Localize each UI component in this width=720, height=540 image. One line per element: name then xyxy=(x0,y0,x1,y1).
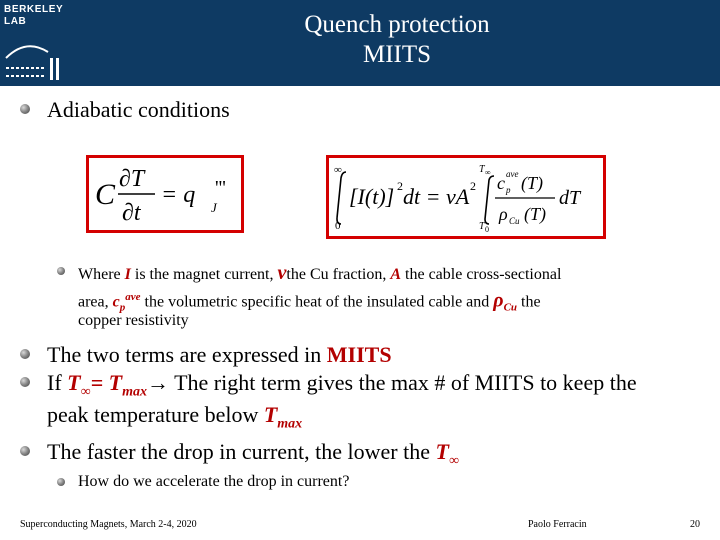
symbol-rho-sub: Cu xyxy=(503,301,518,314)
symbol-I: I xyxy=(124,266,131,283)
bullet-icon xyxy=(20,377,30,387)
title-bar xyxy=(0,0,720,86)
sub-bullet-where-line3: copper resistivity xyxy=(78,312,189,329)
eq-left-primes: ''' xyxy=(215,177,226,199)
eq-right-lower-T: T xyxy=(479,221,485,232)
symbol-nu: ν xyxy=(277,262,287,284)
where-text-d: the cable cross-sectional xyxy=(401,266,562,283)
symbol-rho: ρ xyxy=(493,289,504,312)
bullet-if-tinf xyxy=(47,369,637,405)
bullet-if-continuation xyxy=(47,401,302,437)
berkeley-lab-logo xyxy=(4,4,68,84)
eq-right-den-T: (T) xyxy=(524,204,546,224)
eq-right-current: [I(t)] xyxy=(349,184,395,209)
symbol-T-max: T xyxy=(108,370,123,395)
eq-left-dT: ∂T xyxy=(119,166,145,192)
eq-right-num-c: c xyxy=(497,173,505,193)
symbol-cp-sub: p xyxy=(119,301,126,314)
sub-bullet-question: How do we accelerate the drop in current? xyxy=(78,473,350,490)
eq-right-dt: dt = νA xyxy=(403,184,470,209)
bullet-faster-drop xyxy=(47,438,459,474)
eq-right-upper-T: T xyxy=(479,164,485,175)
if-text-a: If xyxy=(47,370,68,395)
symbol-A: A xyxy=(390,266,402,283)
footer-author: Paolo Ferracin xyxy=(528,519,587,530)
bullet-two-terms xyxy=(47,341,392,368)
where2-text-b: the volumetric specific heat of the insulated cable and xyxy=(140,293,494,311)
sub-bullet-icon xyxy=(57,478,65,486)
terms-text: The two terms are expressed in xyxy=(47,342,327,367)
eq-right-num-T: (T) xyxy=(521,173,543,193)
bullet-icon xyxy=(20,446,30,456)
eq-right-num-p: p xyxy=(506,185,511,195)
where-text-a: Where xyxy=(78,266,125,283)
where2-text-a: area, xyxy=(78,293,113,311)
title-line2: MIITS xyxy=(362,41,432,68)
arrow-icon: → xyxy=(146,370,169,395)
eq-left-q: = q xyxy=(161,182,196,208)
eq-right-a-square: 2 xyxy=(470,179,476,193)
symbol-T-inf: T xyxy=(67,370,81,395)
bullet-icon xyxy=(20,104,30,114)
eq-right-num-ave: ave xyxy=(506,169,519,179)
footer-event: Superconducting Magnets, March 2-4, 2020 xyxy=(20,519,197,530)
eq-right-den-rho: ρ xyxy=(499,204,508,224)
terms-miits: MIITS xyxy=(326,342,392,367)
symbol-T-max-sub: max xyxy=(122,384,147,400)
eq-right-lower-T-sub: 0 xyxy=(485,225,489,234)
page-number: 20 xyxy=(690,519,700,530)
eq-right-lower-limit: 0 xyxy=(335,220,341,232)
if-text-b: The right term gives the max # of MIITS to keep the xyxy=(168,370,637,395)
eq-right-square: 2 xyxy=(397,179,403,193)
symbol-cp-sup: ave xyxy=(125,291,141,303)
title-line1: Quench protection xyxy=(304,11,490,38)
symbol-cp: c xyxy=(112,293,120,311)
bullet-adiabatic: Adiabatic conditions xyxy=(47,97,230,122)
eq-right-dT: dT xyxy=(559,187,581,209)
symbol-T-max: T xyxy=(263,402,278,427)
symbol-T-inf: T xyxy=(435,439,449,464)
sub-bullet-where-line1 xyxy=(78,261,561,287)
eq-left-C: C xyxy=(95,178,116,211)
eq-right-upper-limit: ∞ xyxy=(334,164,342,176)
logo-text-line2: LAB xyxy=(4,16,27,27)
faster-text: The faster the drop in current, the lower the xyxy=(47,439,436,464)
symbol-T-inf-sub: ∞ xyxy=(80,384,91,400)
lab-building-icon xyxy=(4,36,64,84)
peak-text: peak temperature below xyxy=(47,402,264,427)
if-equals: = xyxy=(90,370,109,395)
symbol-T-inf-sub: ∞ xyxy=(448,453,459,469)
miits-equation xyxy=(326,155,606,239)
bullet-icon xyxy=(20,349,30,359)
where-text-b: is the magnet current, xyxy=(130,266,278,283)
heat-balance-equation xyxy=(86,155,244,233)
where-text-c: the Cu fraction, xyxy=(286,266,391,283)
heat-balance-equation-graphic xyxy=(89,158,241,230)
where2-text-c: the xyxy=(517,293,541,311)
eq-left-J: J xyxy=(211,200,217,215)
symbol-T-max-sub: max xyxy=(277,416,303,432)
eq-right-den-cu: Cu xyxy=(509,216,520,226)
eq-left-dt: ∂t xyxy=(122,200,141,226)
logo-text-line1: BERKELEY xyxy=(4,4,64,15)
eq-right-upper-T-sub: ∞ xyxy=(485,168,491,177)
miits-equation-graphic xyxy=(329,158,603,236)
slide-title xyxy=(200,10,594,70)
sub-bullet-icon xyxy=(57,267,65,275)
